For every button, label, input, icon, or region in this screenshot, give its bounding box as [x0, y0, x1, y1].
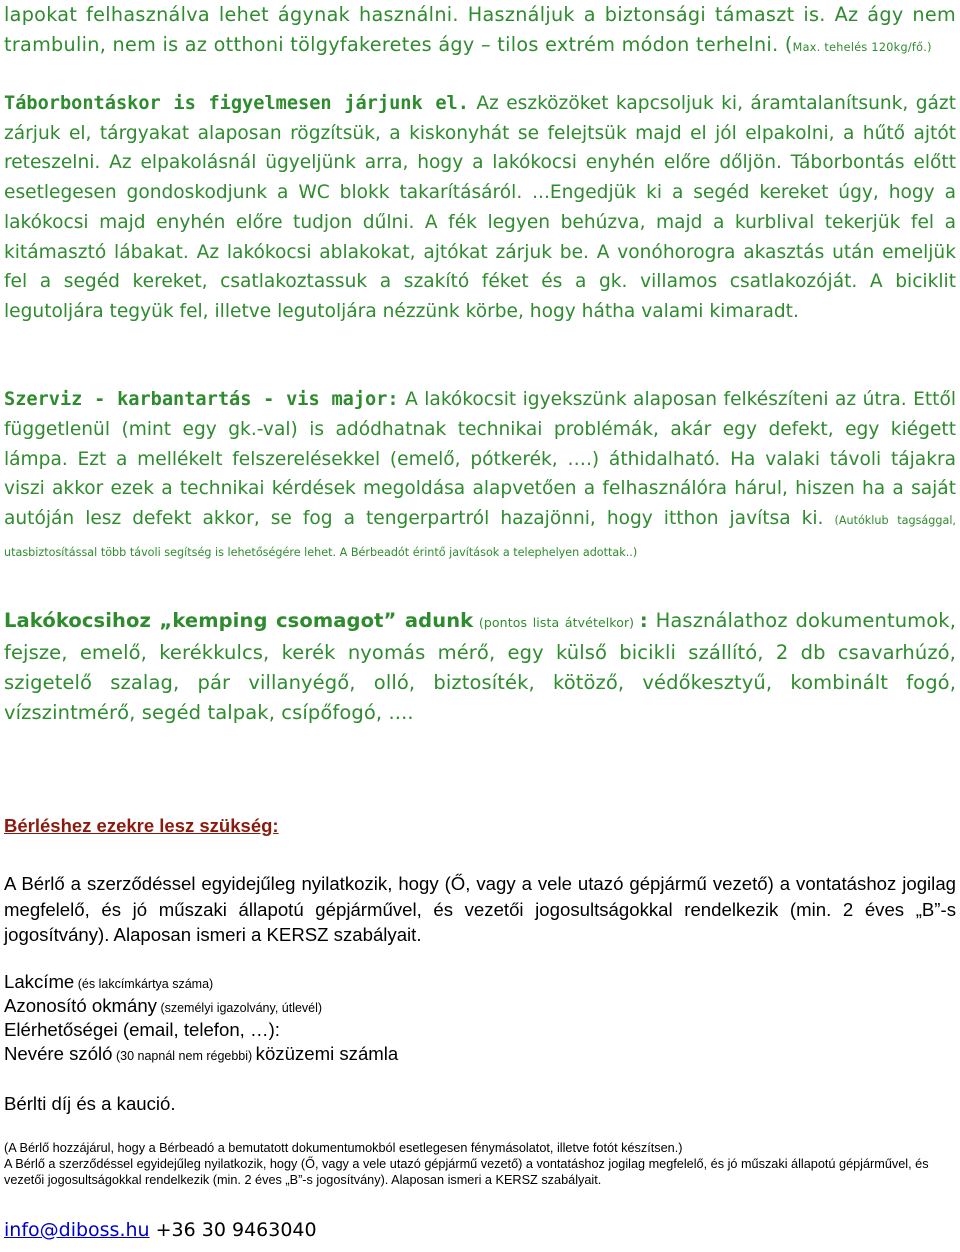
- packing-text: Az eszközöket kapcsoljuk ki, áramtalanítsunk, gázt zárjuk el, tárgyakat alaposan rögzítsük, a kiskonyhát se felejtsük majd el jól elpakolni, a hűtő ajtót reteszelni. Az elpakolásnál ügyeljünk arra, hogy a lakókocsi enyhén előre dőljön. Táborbontás előtt esetlegesen gondoskodjunk a WC blokk takarításáról. ...Engedjük ki a segéd kereket úgy, hogy a lakókocsi majd enyhén előre tudjon dűlni. A fék legyen behúzva, majd a kurblival tekerjük fel a kitámasztó lábakat. Az lakókocsi ablakokat, ajtókat zárjuk be. A vonóhorogra akasztás után emeljük fel a segéd kereket, csatlakoztassuk a szakító féket és a gk. villamos csatlakozóját. A biciklit legutoljára tegyük fel, illetve legutoljára nézzünk körbe, hogy hátha valami kimaradt.: [4, 93, 956, 322]
- requirement-label: Elérhetőségei (email, telefon, …):: [4, 1019, 280, 1040]
- camping-kit-paragraph: [4, 606, 956, 728]
- contact-line: [4, 1219, 317, 1241]
- service-heading: Szerviz - karbantartás - vis major:: [4, 389, 399, 410]
- intro-text: lapokat felhasználva lehet ágynak használni. Használjuk a biztonsági támaszt is. Az ágy nem trambulin, nem is az otthoni tölgyfakeretes ágy – tilos extrém módon terhelni. (: [4, 3, 956, 56]
- packing-paragraph: [4, 89, 956, 327]
- requirement-note: (30 napnál nem régebbi): [112, 1049, 256, 1063]
- service-paragraph: [4, 385, 956, 568]
- service-note: (Autóklub tagsággal, utasbiztosítással több távoli segítség is lehetőségére lehet. A Bérbeadót érintő javítások a telephelyen adottak..): [4, 514, 956, 559]
- requirement-address: [4, 970, 213, 996]
- intro-paragraph: [4, 0, 956, 63]
- email-link[interactable]: info@diboss.hu: [4, 1219, 150, 1241]
- phone-number: +36 30 9463040: [149, 1219, 317, 1241]
- requirement-id-document: [4, 994, 322, 1020]
- photocopy-consent-note: (A Bérlő hozzájárul, hogy a Bérbeadó a bemutatott dokumentumokból esetlegesen fénymásolatot, illetve fotót készítsen.): [4, 1141, 683, 1155]
- requirements-intro: A Bérlő a szerződéssel egyidejűleg nyilatkozik, hogy (Ő, vagy a vele utazó gépjármű vezető) a vontatáshoz jogilag megfelelő, és jó műszaki állapotú gépjárművel, és vezetői jogosultságokkal rendelkezik (min. 2 éves „B”-s jogosítvány). Alaposan ismeri a KERSZ szabályait.: [4, 873, 956, 945]
- intro-weight-note: Max. tehelés 120kg/fő.): [792, 41, 932, 54]
- camping-kit-heading: Lakókocsihoz „kemping csomagot” adunk: [4, 609, 474, 632]
- requirement-contacts: [4, 1018, 280, 1042]
- requirement-label: Azonosító okmány: [4, 995, 157, 1016]
- requirement-utility-bill: [4, 1042, 398, 1068]
- camping-kit-text: Használathoz dokumentumok, fejsze, emelő, kerékkulcs, kerék nyomás mérő, egy külső bicikli szállító, 2 db csavarhúzó, szigetelő szalag, pár villanyégő, olló, biztosíték, kötöző, védőkesztyű, kombinált fogó, vízszintmérő, segéd talpak, csípőfogó, ....: [4, 609, 956, 724]
- requirement-note: (személyi igazolvány, útlevél): [156, 1001, 323, 1015]
- camping-kit-note: (pontos lista átvételkor): [473, 615, 640, 630]
- camping-kit-colon: :: [639, 609, 648, 632]
- service-text: A lakókocsit igyekszünk alaposan felkészíteni az útra. Ettől függetlenül (mint egy gk.-val) is adódhatnak technikai problémák, akár egy defekt, egy kiégett lámpa. Ezt a mellékelt felszerelésekkel (emelő, pótkerék, ….) áthidalható. Ha valaki távoli tájakra viszi akkor ezek a technikai kérdések megoldása alapvetően a felhasználóra hárul, hiszen ha a saját autóján lesz defekt akkor, se fog a tengerpartról hazajönni, hogy itthon javítsa ki.: [4, 389, 956, 530]
- packing-heading: Táborbontáskor is figyelmesen járjunk el.: [4, 93, 469, 114]
- rental-fee-line: Bérlti díj és a kaució.: [4, 1093, 176, 1114]
- declaration-note: A Bérlő a szerződéssel egyidejűleg nyilatkozik, hogy (Ő, vagy a vele utazó gépjármű vezető) a vontatáshoz jogilag megfelelő, és jó műszaki állapotú gépjárművel, és vezetői jogosultságokkal rendelkezik (min. 2 éves „B”-s jogosítvány). Alaposan ismeri a KERSZ szabályait.: [4, 1157, 929, 1187]
- requirement-label: Nevére szóló: [4, 1043, 113, 1064]
- requirements-heading: Bérléshez ezekre lesz szükség:: [4, 815, 279, 836]
- requirement-label: Lakcíme: [4, 971, 75, 992]
- requirement-tail: közüzemi számla: [255, 1043, 399, 1064]
- requirement-note: (és lakcímkártya száma): [74, 977, 214, 991]
